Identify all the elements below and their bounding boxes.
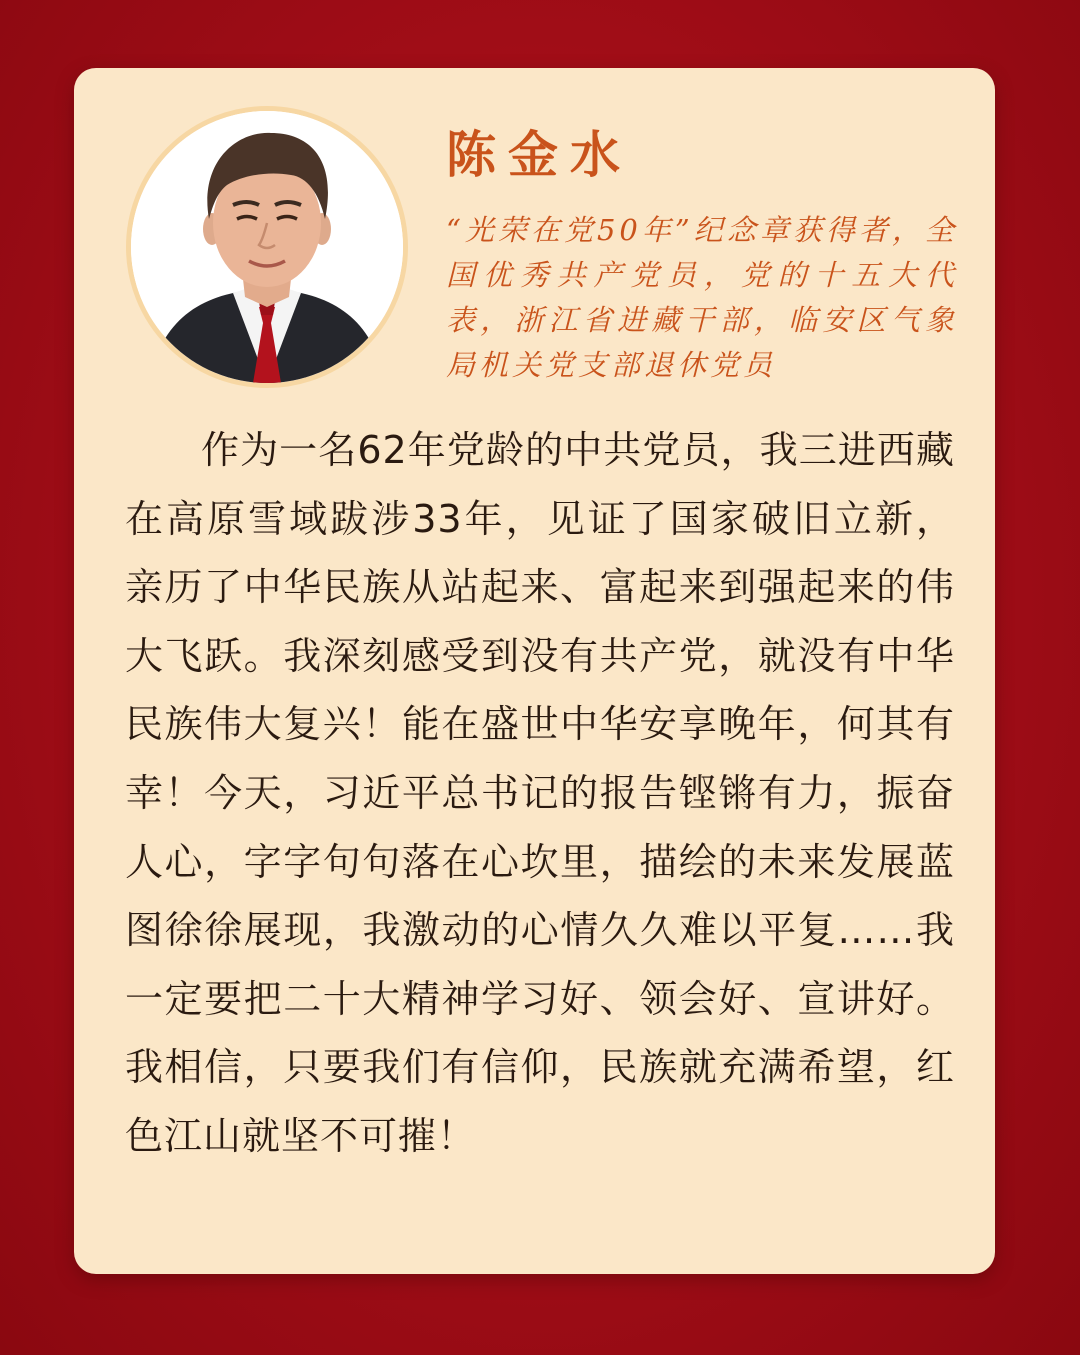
profile-card bbox=[74, 68, 995, 1274]
person-bio: “光荣在党50年”纪念章获得者，全国优秀共产党员，党的十五大代表，浙江省进藏干部，临安区气象局机关党支部退休党员 bbox=[446, 213, 958, 382]
person-name: 陈金水 bbox=[446, 125, 632, 184]
portrait-photo bbox=[126, 106, 408, 388]
portrait-illustration bbox=[131, 111, 403, 383]
quote-text: 作为一名62年党龄的中共党员，我三进西藏在高原雪域跋涉33年，见证了国家破旧立新，亲历了中华民族从站起来、富起来到强起来的伟大飞跃。我深刻感受到没有共产党，就没有中华民族伟大复兴！能在盛世中华安享晚年，何其有幸！今天，习近平总书记的报告铿锵有力，振奋人心，字字句句落在心坎里，描绘的未来发展蓝图徐徐展现，我激动的心情久久难以平复……我一定要把二十大精神学习好、领会好、宣讲好。我相信，只要我们有信仰，民族就充满希望，红色江山就坚不可摧！ bbox=[125, 428, 955, 1158]
